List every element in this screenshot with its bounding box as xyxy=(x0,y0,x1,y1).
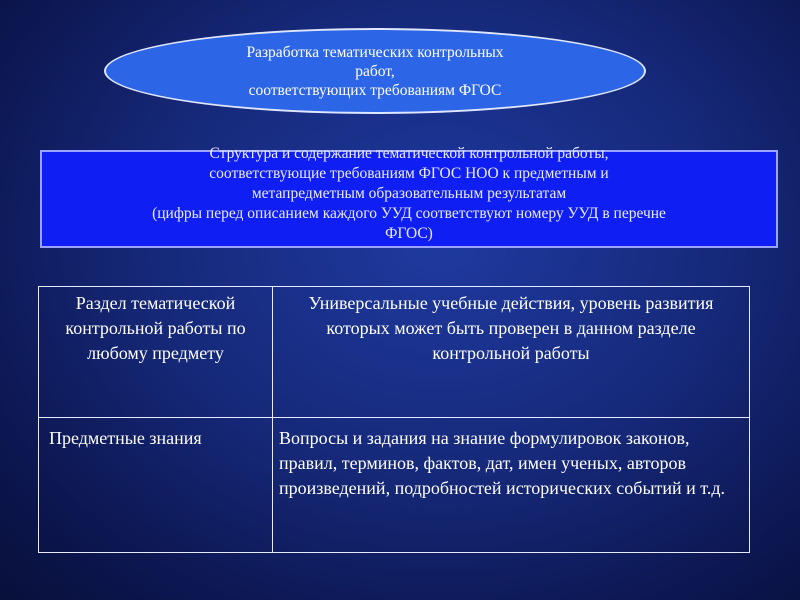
row-cell-section: Предметные знания xyxy=(39,418,273,553)
uud-table xyxy=(38,286,750,553)
oval-title-line-3: соответствующих требованиям ФГОС xyxy=(248,81,502,99)
table-header-row xyxy=(39,287,750,418)
oval-title-text xyxy=(246,43,503,100)
row-cell-uud: Вопросы и задания на знание формулировок законов, правил, терминов, фактов, дат, имен ученых, авторов произведений, подробностей исторических событий и т.д. xyxy=(273,418,750,553)
structure-banner xyxy=(40,145,778,248)
header-cell-section: Раздел тематической контрольной работы по любому предмету xyxy=(39,287,273,418)
title-oval xyxy=(104,28,646,114)
banner-line-5: ФГОС) xyxy=(385,225,433,242)
banner-line-2: соответствующие требованиям ФГОС НОО к предметным и xyxy=(209,165,609,182)
table-row xyxy=(39,418,750,553)
banner-line-4: (цифры перед описанием каждого УУД соответствуют номеру УУД в перечне xyxy=(152,205,666,222)
oval-title-line-1: Разработка тематических контрольных xyxy=(246,43,504,61)
banner-line-1: Структура и содержание тематической контрольной работы, xyxy=(209,145,609,162)
oval-title-line-2: работ, xyxy=(355,62,395,80)
header-cell-uud: Универсальные учебные действия, уровень развития которых может быть проверен в данном разделе контрольной работы xyxy=(273,287,750,418)
banner-line-3: метапредметным образовательным результатам xyxy=(251,185,567,202)
